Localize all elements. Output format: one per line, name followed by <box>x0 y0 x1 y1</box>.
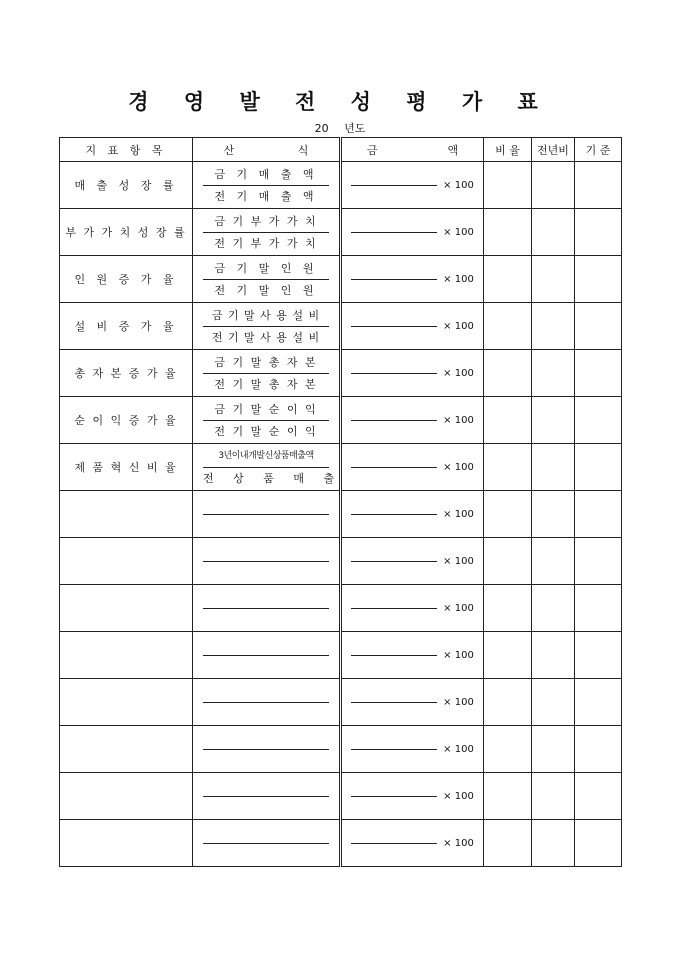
multiplier: × 100 <box>443 790 474 802</box>
item-cell[interactable] <box>60 538 193 585</box>
standard-cell[interactable] <box>575 397 622 444</box>
amount-cell[interactable] <box>341 350 484 397</box>
multiplier: × 100 <box>443 837 474 849</box>
header-amount-left: 금 <box>366 143 378 157</box>
blank-row <box>60 726 622 773</box>
blank-row <box>60 820 622 867</box>
prev-year-cell[interactable] <box>532 209 575 256</box>
prev-year-cell[interactable] <box>532 679 575 726</box>
fraction-line <box>203 514 329 515</box>
ratio-cell[interactable] <box>484 538 532 585</box>
prev-year-cell[interactable] <box>532 820 575 867</box>
numerator: 3년이내개발신상품매출액 <box>203 446 329 468</box>
table-row <box>60 350 622 397</box>
fraction-line <box>203 749 329 750</box>
amount-cell[interactable] <box>341 585 484 632</box>
denominator: 전 기 부 가 가 치 <box>214 236 318 250</box>
fraction-line <box>203 796 329 797</box>
prev-year-cell[interactable] <box>532 162 575 209</box>
ratio-cell[interactable] <box>484 585 532 632</box>
multiplier: × 100 <box>443 226 474 238</box>
standard-cell[interactable] <box>575 209 622 256</box>
ratio-cell[interactable] <box>484 491 532 538</box>
table-row <box>60 162 622 209</box>
standard-cell[interactable] <box>575 820 622 867</box>
amount-line <box>351 326 437 327</box>
prev-year-cell[interactable] <box>532 397 575 444</box>
ratio-cell[interactable] <box>484 256 532 303</box>
standard-cell[interactable] <box>575 773 622 820</box>
numerator: 금 기 말 총 자 본 <box>203 352 329 374</box>
numerator: 금 기 말 순 이 익 <box>203 399 329 421</box>
item-cell: 순 이 익 증 가 율 <box>60 397 193 444</box>
header-standard: 기 준 <box>575 138 622 162</box>
multiplier: × 100 <box>443 508 474 520</box>
prev-year-cell[interactable] <box>532 256 575 303</box>
ratio-cell[interactable] <box>484 726 532 773</box>
standard-cell[interactable] <box>575 303 622 350</box>
formula-cell[interactable] <box>193 679 341 726</box>
amount-line <box>351 749 437 750</box>
header-prev-year: 전년비 <box>532 138 575 162</box>
denominator: 전 기 말 총 자 본 <box>214 377 318 391</box>
amount-line <box>351 185 437 186</box>
amount-cell[interactable] <box>341 256 484 303</box>
item-cell: 제 품 혁 신 비 율 <box>60 444 193 491</box>
formula-cell[interactable] <box>193 773 341 820</box>
standard-cell[interactable] <box>575 491 622 538</box>
multiplier: × 100 <box>443 273 474 285</box>
ratio-cell[interactable] <box>484 350 532 397</box>
amount-line <box>351 843 437 844</box>
ratio-cell[interactable] <box>484 209 532 256</box>
fraction-line <box>203 561 329 562</box>
standard-cell[interactable] <box>575 538 622 585</box>
amount-cell[interactable] <box>341 444 484 491</box>
formula-cell[interactable] <box>193 726 341 773</box>
item-cell[interactable] <box>60 726 193 773</box>
formula-cell[interactable] <box>193 632 341 679</box>
denominator: 전 상 품 매 출 <box>203 471 339 485</box>
formula-cell <box>193 162 341 209</box>
item-cell: 매 출 성 장 률 <box>60 162 193 209</box>
item-cell: 부 가 가 치 성 장 률 <box>60 209 193 256</box>
formula-cell[interactable] <box>193 585 341 632</box>
ratio-cell[interactable] <box>484 397 532 444</box>
header-amount <box>341 138 484 162</box>
ratio-cell[interactable] <box>484 820 532 867</box>
blank-row <box>60 773 622 820</box>
amount-cell[interactable] <box>341 773 484 820</box>
multiplier: × 100 <box>443 696 474 708</box>
amount-cell[interactable] <box>341 162 484 209</box>
amount-cell[interactable] <box>341 538 484 585</box>
item-cell[interactable] <box>60 585 193 632</box>
fraction-line <box>203 702 329 703</box>
multiplier: × 100 <box>443 414 474 426</box>
numerator: 금 기 말 사 용 설 비 <box>203 305 329 327</box>
amount-cell[interactable] <box>341 820 484 867</box>
amount-line <box>351 420 437 421</box>
blank-row <box>60 632 622 679</box>
header-item: 지 표 항 목 <box>60 138 193 162</box>
ratio-cell[interactable] <box>484 303 532 350</box>
prev-year-cell[interactable] <box>532 773 575 820</box>
blank-row <box>60 538 622 585</box>
item-cell[interactable] <box>60 773 193 820</box>
page-title: 경 영 발 전 성 평 가 표 <box>128 89 552 114</box>
multiplier: × 100 <box>443 179 474 191</box>
header-amount-right: 액 <box>447 143 459 157</box>
amount-line <box>351 514 437 515</box>
table-row <box>60 397 622 444</box>
formula-cell <box>193 350 341 397</box>
ratio-cell[interactable] <box>484 773 532 820</box>
item-cell[interactable] <box>60 491 193 538</box>
formula-cell <box>193 256 341 303</box>
evaluation-table <box>59 137 622 867</box>
amount-line <box>351 467 437 468</box>
header-formula-text: 산 식 <box>223 143 309 157</box>
prev-year-cell[interactable] <box>532 632 575 679</box>
ratio-cell[interactable] <box>484 632 532 679</box>
amount-line <box>351 373 437 374</box>
prev-year-cell[interactable] <box>532 538 575 585</box>
table-row <box>60 444 622 491</box>
table-row <box>60 209 622 256</box>
multiplier: × 100 <box>443 649 474 661</box>
fraction-line <box>203 655 329 656</box>
multiplier: × 100 <box>443 461 474 473</box>
blank-row <box>60 491 622 538</box>
blank-row <box>60 679 622 726</box>
item-cell[interactable] <box>60 820 193 867</box>
denominator: 전 기 매 출 액 <box>214 189 318 203</box>
prev-year-cell[interactable] <box>532 585 575 632</box>
standard-cell[interactable] <box>575 679 622 726</box>
formula-cell[interactable] <box>193 491 341 538</box>
prev-year-cell[interactable] <box>532 303 575 350</box>
amount-cell[interactable] <box>341 726 484 773</box>
amount-cell[interactable] <box>341 632 484 679</box>
multiplier: × 100 <box>443 320 474 332</box>
header-row <box>60 138 622 162</box>
standard-cell[interactable] <box>575 585 622 632</box>
amount-line <box>351 702 437 703</box>
amount-cell[interactable] <box>341 397 484 444</box>
fraction-line <box>203 843 329 844</box>
table-row <box>60 303 622 350</box>
amount-cell[interactable] <box>341 303 484 350</box>
ratio-cell[interactable] <box>484 162 532 209</box>
amount-line <box>351 655 437 656</box>
standard-cell[interactable] <box>575 632 622 679</box>
amount-line <box>351 279 437 280</box>
item-cell: 설 비 증 가 율 <box>60 303 193 350</box>
formula-cell <box>193 209 341 256</box>
header-ratio: 비 율 <box>484 138 532 162</box>
formula-cell[interactable] <box>193 538 341 585</box>
amount-cell[interactable] <box>341 209 484 256</box>
formula-cell <box>193 444 341 491</box>
prev-year-cell[interactable] <box>532 444 575 491</box>
item-cell: 인 원 증 가 율 <box>60 256 193 303</box>
formula-cell <box>193 397 341 444</box>
prev-year-cell[interactable] <box>532 491 575 538</box>
amount-cell[interactable] <box>341 679 484 726</box>
item-cell[interactable] <box>60 632 193 679</box>
formula-cell <box>193 303 341 350</box>
amount-cell[interactable] <box>341 491 484 538</box>
standard-cell[interactable] <box>575 162 622 209</box>
formula-cell[interactable] <box>193 820 341 867</box>
prev-year-cell[interactable] <box>532 726 575 773</box>
prev-year-cell[interactable] <box>532 350 575 397</box>
standard-cell[interactable] <box>575 444 622 491</box>
fraction-line <box>203 608 329 609</box>
header-formula <box>193 138 341 162</box>
denominator: 전 기 말 순 이 익 <box>214 424 318 438</box>
blank-row <box>60 585 622 632</box>
amount-line <box>351 232 437 233</box>
item-cell[interactable] <box>60 679 193 726</box>
multiplier: × 100 <box>443 555 474 567</box>
item-cell: 총 자 본 증 가 율 <box>60 350 193 397</box>
multiplier: × 100 <box>443 367 474 379</box>
amount-line <box>351 608 437 609</box>
ratio-cell[interactable] <box>484 444 532 491</box>
denominator: 전 기 말 사 용 설 비 <box>211 330 321 344</box>
standard-cell[interactable] <box>575 256 622 303</box>
standard-cell[interactable] <box>575 726 622 773</box>
multiplier: × 100 <box>443 743 474 755</box>
numerator: 금 기 부 가 가 치 <box>203 211 329 233</box>
numerator: 금 기 매 출 액 <box>203 164 329 186</box>
ratio-cell[interactable] <box>484 679 532 726</box>
numerator: 금 기 말 인 원 <box>203 258 329 280</box>
denominator: 전 기 말 인 원 <box>214 283 318 297</box>
standard-cell[interactable] <box>575 350 622 397</box>
amount-line <box>351 561 437 562</box>
table-row <box>60 256 622 303</box>
multiplier: × 100 <box>443 602 474 614</box>
year-label: 20 년도 <box>314 122 366 135</box>
amount-line <box>351 796 437 797</box>
